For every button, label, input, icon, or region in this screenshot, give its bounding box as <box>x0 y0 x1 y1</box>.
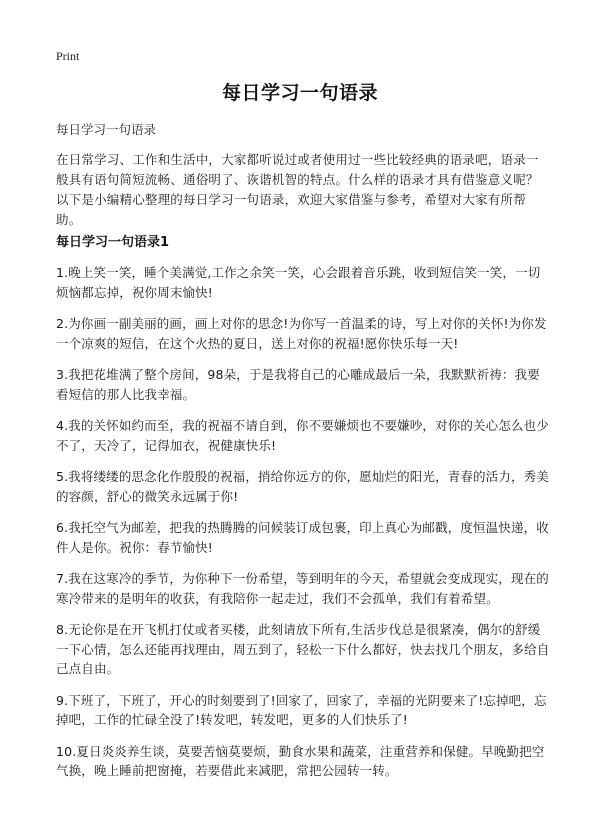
quote-item-7: 7.我在这寒冷的季节，为你种下一份希望，等到明年的今天，希望就会变成现实，现在的寒冷带来的是明年的收获，有我陪你一起走过，我们不会孤单，我们有着希望。 <box>56 571 549 606</box>
section-heading: 每日学习一句语录1 <box>56 235 170 250</box>
quote-item-5: 5.我将缕缕的思念化作殷殷的祝福，捎给你远方的你，愿灿烂的阳光，青春的活力，秀美的容颜，舒心的微笑永远属于你! <box>56 469 549 504</box>
quote-item-1: 1.晚上笑一笑，睡个美满觉,工作之余笑一笑，心会跟着音乐跳，收到短信笑一笑，一切烦恼都忘掉，祝你周末愉快! <box>56 265 541 300</box>
quote-item-4: 4.我的关怀如约而至，我的祝福不请自到，你不要嫌烦也不要嫌吵，对你的关心怎么也少不了，天冷了，记得加衣，祝健康快乐! <box>56 418 549 453</box>
quote-item-2: 2.为你画一副美丽的画，画上对你的思念!为你写一首温柔的诗，写上对你的关怀!为你发一个凉爽的短信，在这个火热的夏日，送上对你的祝福!愿你快乐每一天! <box>56 316 547 351</box>
quote-item-8: 8.无论你是在开飞机打仗或者买楼，此刻请放下所有,生活步伐总是很紧凑，偶尔的舒缓一下心情，怎么还能再找理由，周五到了，轻松一下什么都好，快去找几个朋友，多给自己点自由。 <box>56 622 550 676</box>
page-title: 每日学习一句语录 <box>221 82 378 104</box>
quote-item-6: 6.我托空气为邮差，把我的热腾腾的问候装订成包裹，印上真心为邮戳，度恒温快递，收件人是你。祝你：春节愉快! <box>56 520 549 555</box>
quote-item-10: 10.夏日炎炎养生谈，莫要苦恼莫要烦，勤食水果和蔬菜，注重营养和保健。早晚勤把空气换，晚上睡前把窗掩，若要借此来减肥，常把公园转一转。 <box>56 743 545 778</box>
quote-list <box>56 263 550 793</box>
quote-item-9: 9.下班了，下班了，开心的时刻要到了!回家了，回家了，幸福的光阴要来了!忘掉吧，忘掉吧，工作的忙碌全没了!转发吧，转发吧，更多的人们快乐了! <box>56 692 547 727</box>
document-subtitle: 每日学习一句语录 <box>56 122 157 137</box>
quote-item-3: 3.我把花堆满了整个房间，98朵，于是我将自己的心雕成最后一朵，我默默祈祷：我要看短信的那人比我幸福。 <box>56 367 540 402</box>
intro-paragraph: 在日常学习、工作和生活中，大家都听说过或者使用过一些比较经典的语录吧，语录一般具有语句简短流畅、通俗明了、诙谐机智的特点。什么样的语录才具有借鉴意义呢？以下是小编精心整理的每日学习一句语录，欢迎大家借鉴与参考，希望对大家有所帮助。 <box>56 152 539 227</box>
print-link[interactable]: Print <box>56 49 80 63</box>
